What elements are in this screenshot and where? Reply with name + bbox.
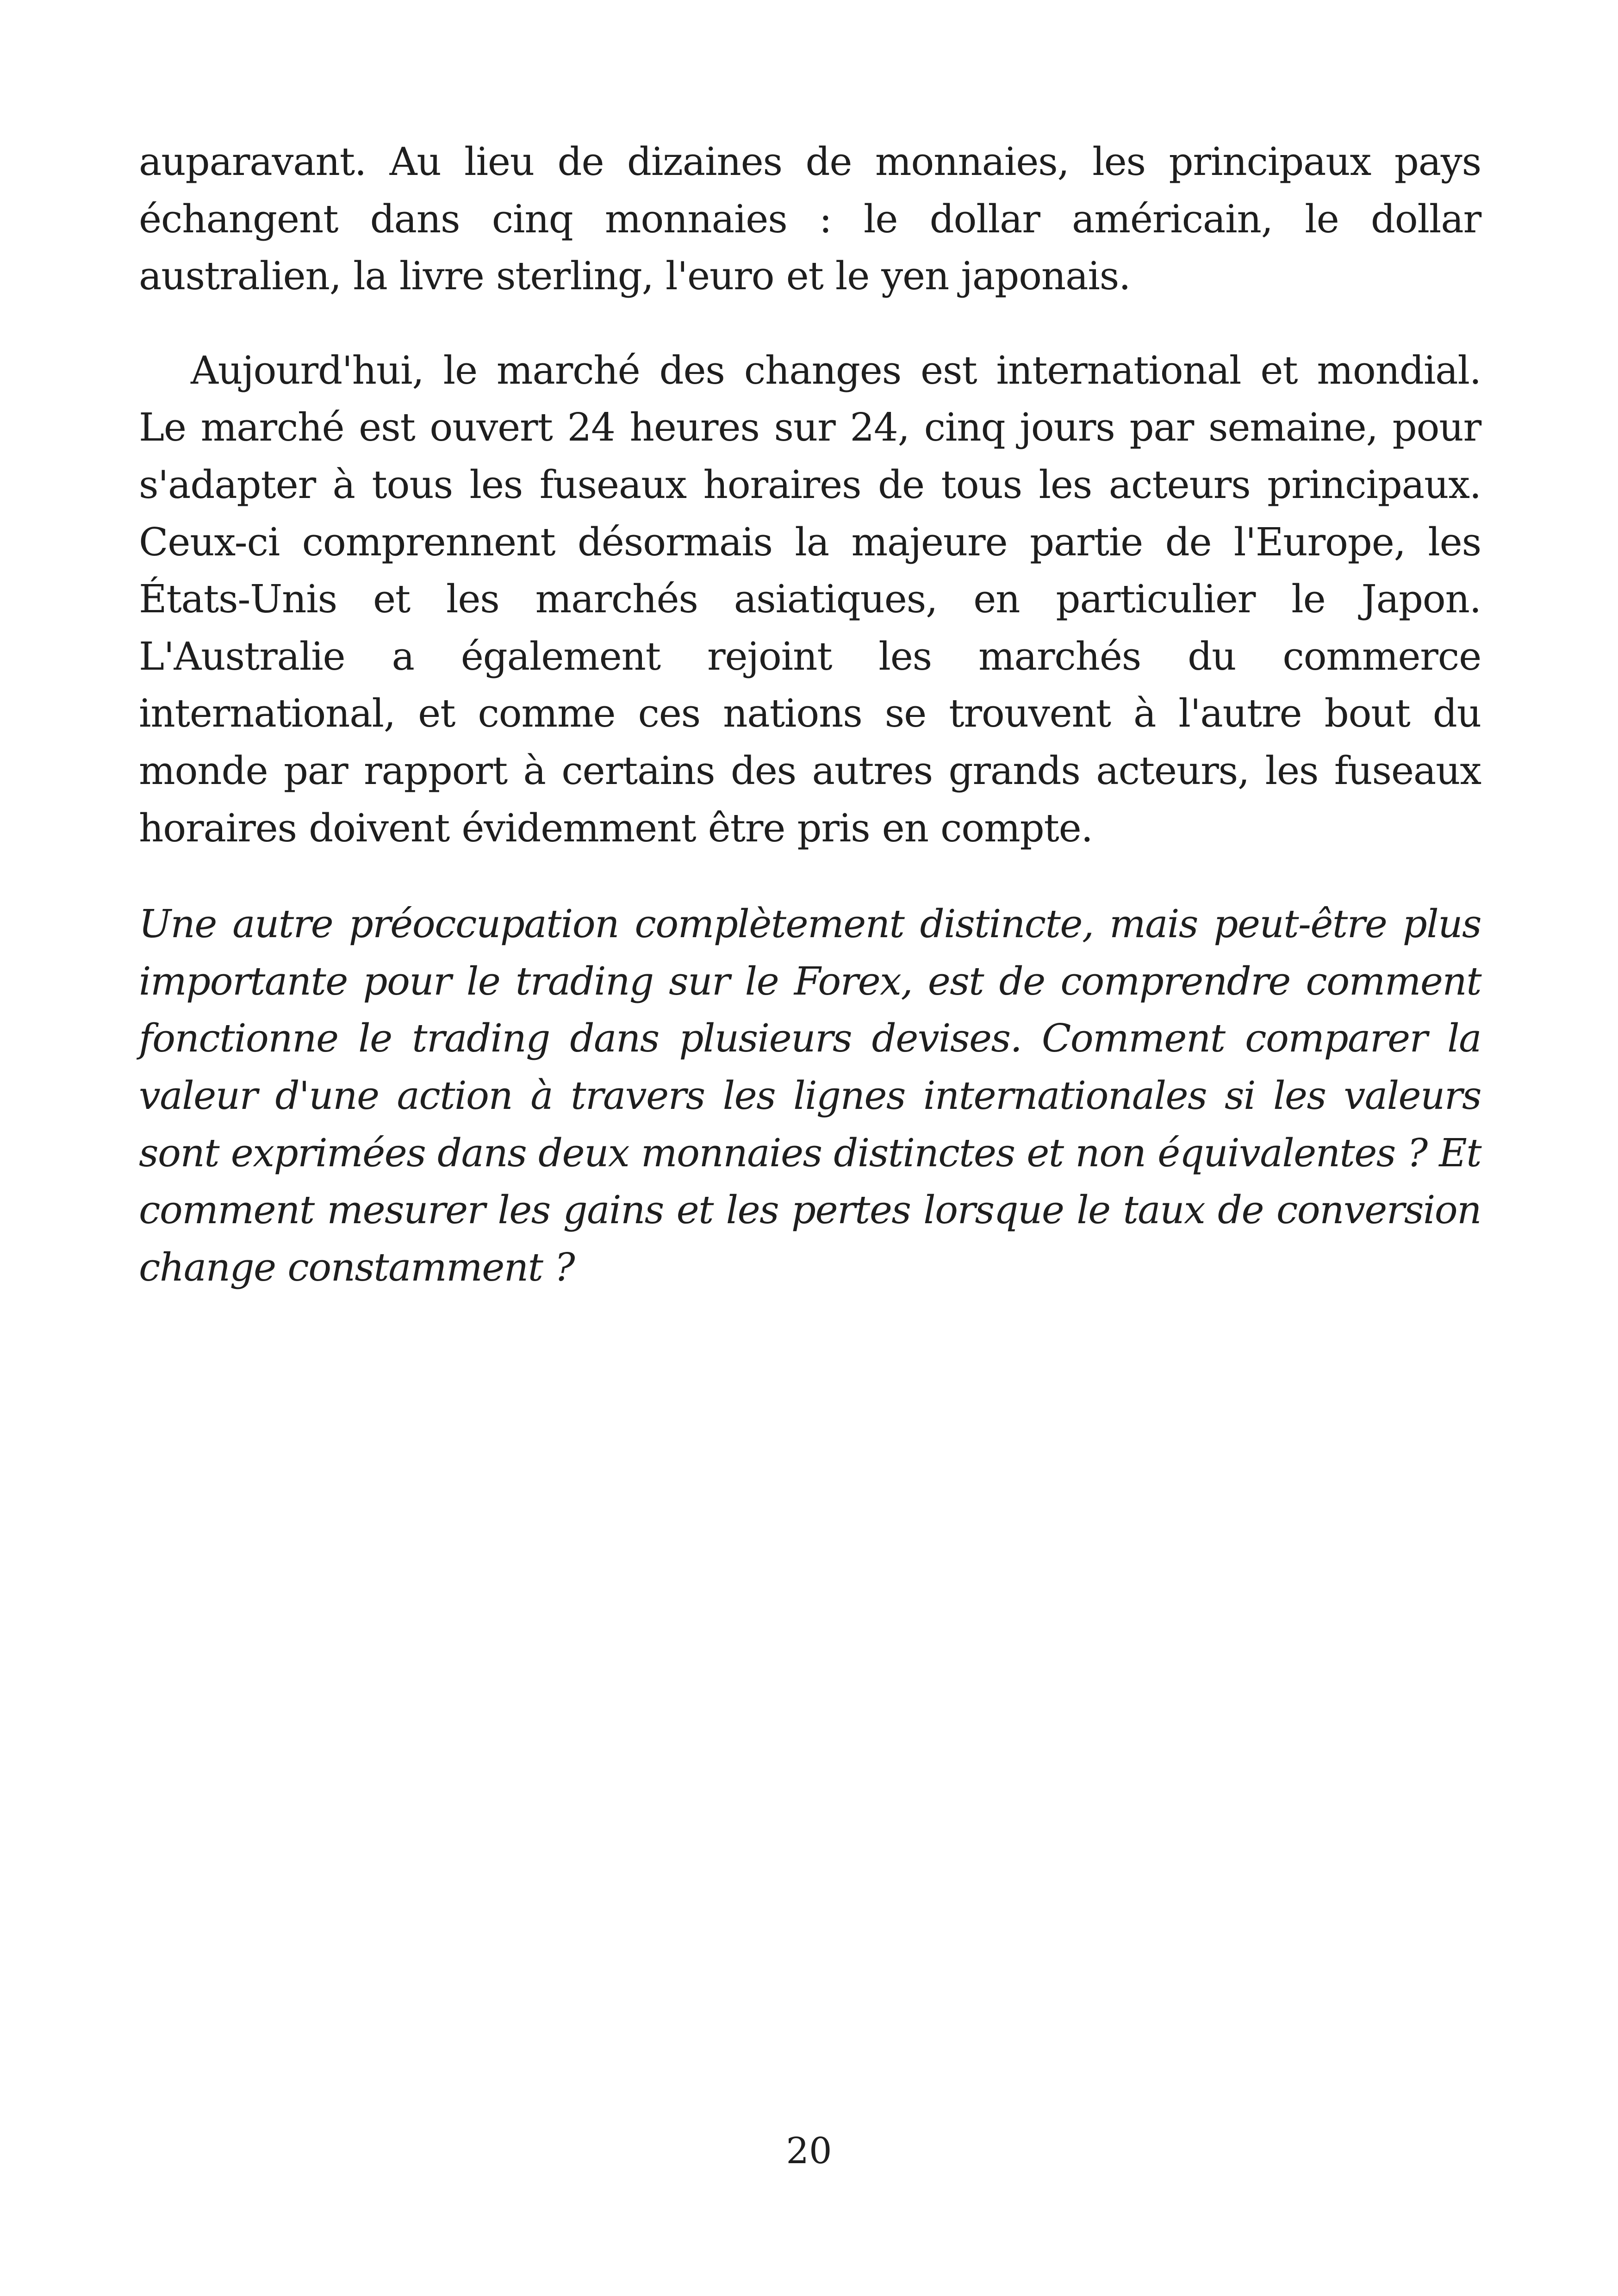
body-text — [139, 133, 1481, 1296]
page-number: 20 — [786, 2130, 832, 2172]
paragraph-global-market: Aujourd'hui, le marché des changes est international et mondial. Le marché est ouvert 24 heures sur 24, cinq jours par semaine, pour s'adapter à tous les fuseaux horaires de tous les acteurs principaux. Ceux-ci comprennent désormais la majeure partie de l'Europe, les États-Unis et les marchés asiatiques, en particulier le Japon. L'Australie a également rejoint les marchés du commerce international, et comme ces nations se trouvent à l'autre bout du monde par rapport à certains des autres grands acteurs, les fuseaux horaires doivent évidemment être pris en compte. — [139, 348, 1481, 851]
paragraph-italic-concern: Une autre préoccupation complètement distincte, mais peut-être plus importante pour le trading sur le Forex, est de comprendre comment fonctionne le trading dans plusieurs devises. Comment comparer la valeur d'une action à travers les lignes internationales si les valeurs sont exprimées dans deux monnaies distinctes et non équivalentes ? Et comment mesurer les gains et les pertes lorsque le taux de conversion change constamment ? — [139, 902, 1481, 1290]
paragraph-currencies: auparavant. Au lieu de dizaines de monnaies, les principaux pays échangent dans cinq monnaies : le dollar américain, le dollar australien, la livre sterling, l'euro et le yen japonais. — [139, 139, 1481, 299]
